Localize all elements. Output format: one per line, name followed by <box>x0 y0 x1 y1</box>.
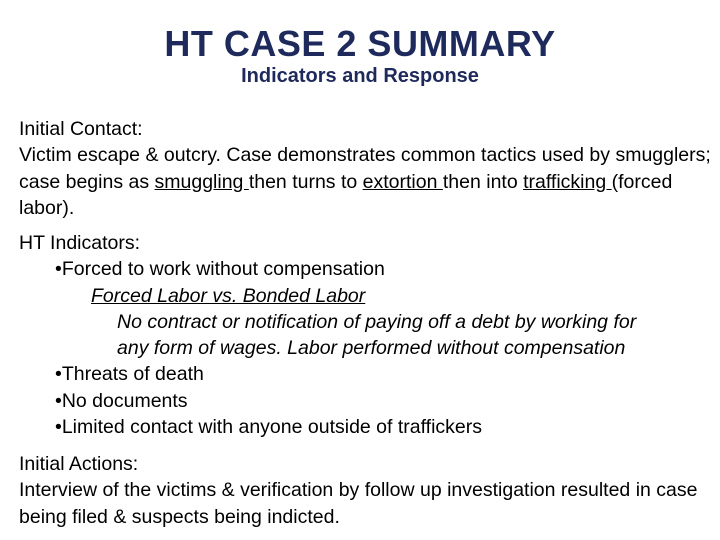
initial-contact-text-part1: Victim escape & outcry. Case demonstrates common tactics used by smugglers; case begins as <box>19 144 711 193</box>
initial-contact-text <box>19 142 714 221</box>
slide-subtitle: Indicators and Response <box>241 65 479 87</box>
ht-indicators-section <box>19 230 714 440</box>
initial-actions-text: Interview of the victims & verification by follow up investigation resulted in case being filed & suspects being indicted. <box>19 479 698 528</box>
forced-vs-bonded-line1: No contract or notification of paying off a debt by working for <box>117 310 637 333</box>
initial-contact-section <box>19 116 714 221</box>
initial-contact-label: Initial Contact: <box>19 118 143 140</box>
initial-contact-text-part4: (forced labor). <box>19 170 673 219</box>
initial-contact-text-part2: then turns to <box>248 170 363 193</box>
indicator-bullet-limited-contact: •Limited contact with anyone outside of traffickers <box>55 416 483 439</box>
slide-title: HT CASE 2 SUMMARY <box>164 23 556 64</box>
indicator-bullet-threats: •Threats of death <box>55 363 204 386</box>
term-smuggling: smuggling <box>154 170 249 193</box>
initial-contact-text-part3: then into <box>442 170 524 193</box>
forced-vs-bonded-heading: Forced Labor vs. Bonded Labor <box>91 284 366 307</box>
indicator-bullet-forced-work: •Forced to work without compensation <box>55 258 385 281</box>
initial-actions-section <box>19 451 714 530</box>
ht-indicators-label: HT Indicators: <box>19 232 141 254</box>
term-trafficking: trafficking <box>523 170 612 193</box>
forced-vs-bonded-line2: any form of wages. Labor performed without compensation <box>117 337 626 360</box>
indicator-bullet-documents: •No documents <box>55 389 188 412</box>
initial-actions-label: Initial Actions: <box>19 453 139 475</box>
term-extortion: extortion <box>362 170 443 193</box>
